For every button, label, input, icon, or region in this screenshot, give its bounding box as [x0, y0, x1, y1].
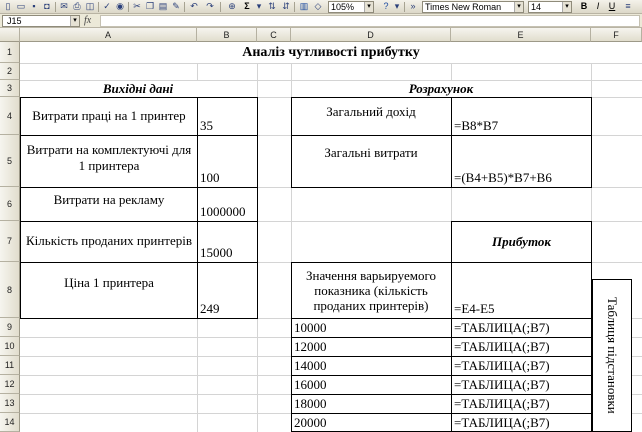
table-row[interactable]: 12000	[294, 339, 327, 354]
paste-icon[interactable]: ▤	[158, 1, 168, 11]
copy-icon[interactable]: ❐	[145, 1, 155, 11]
format-painter-icon[interactable]: ✎	[172, 1, 180, 11]
calc-formula-costs[interactable]: =(B4+B5)*B7+B6	[452, 136, 591, 187]
row-header-14[interactable]: 14	[0, 413, 20, 432]
standard-toolbar	[0, 0, 642, 14]
input-label-advertising[interactable]: Витрати на рекламу	[22, 188, 196, 212]
variable-label[interactable]: Значення варьируемого показника (кількість проданих принтерів)	[292, 263, 450, 317]
hyperlink-icon[interactable]: ⊕	[228, 1, 236, 11]
row-header-11[interactable]: 11	[0, 356, 20, 375]
help-icon[interactable]: ?	[383, 1, 389, 11]
font-name-select[interactable]	[422, 1, 524, 13]
bold-icon[interactable]: B	[580, 1, 588, 11]
print-preview-icon[interactable]: ◫	[85, 1, 95, 11]
formula-input[interactable]	[100, 15, 640, 27]
toolbar-options-icon[interactable]: »	[410, 1, 416, 11]
email-icon[interactable]: ✉	[60, 1, 68, 11]
row-header-13[interactable]: 13	[0, 394, 20, 413]
source-data-header[interactable]: Вихідні дані	[20, 81, 256, 97]
undo-icon[interactable]: ↶	[190, 1, 198, 11]
table-row[interactable]: 16000	[294, 377, 327, 392]
table-row-formula[interactable]: =ТАБЛИЦА(;B7)	[454, 396, 550, 411]
autosum-button[interactable]: Σ	[244, 1, 250, 11]
calc-label-revenue[interactable]: Загальний дохід	[292, 100, 450, 124]
select-all-corner[interactable]	[0, 28, 20, 42]
row-header-3[interactable]: 3	[0, 80, 20, 97]
input-value-labor[interactable]: 35	[198, 98, 257, 135]
row-header-2[interactable]: 2	[0, 63, 20, 80]
sort-ascending-icon[interactable]: ⇅	[268, 1, 276, 11]
redo-icon[interactable]: ↷	[206, 1, 214, 11]
permission-icon[interactable]: ◘	[44, 1, 50, 11]
drawing-icon[interactable]: ◇	[314, 1, 322, 11]
row-header-5[interactable]: 5	[0, 135, 20, 187]
row-header-9[interactable]: 9	[0, 318, 20, 337]
name-box[interactable]	[2, 15, 80, 27]
new-document-icon[interactable]: ▯	[5, 1, 11, 11]
input-value-quantity[interactable]: 15000	[198, 222, 257, 262]
italic-icon[interactable]: I	[596, 1, 600, 11]
worksheet-grid[interactable]	[0, 28, 642, 432]
name-box-value: J15	[7, 16, 22, 26]
column-header-a[interactable]: A	[20, 28, 197, 42]
column-header-c[interactable]: C	[257, 28, 291, 42]
research-icon[interactable]: ◉	[116, 1, 124, 11]
row-header-1[interactable]: 1	[0, 42, 20, 63]
row-header-7[interactable]: 7	[0, 221, 20, 262]
row-header-10[interactable]: 10	[0, 337, 20, 356]
zoom-select[interactable]	[328, 1, 374, 13]
column-header-d[interactable]: D	[291, 28, 451, 42]
row-header-12[interactable]: 12	[0, 375, 20, 394]
calc-formula-revenue[interactable]: =B8*B7	[452, 98, 591, 135]
table-row-formula[interactable]: =ТАБЛИЦА(;B7)	[454, 358, 550, 373]
underline-icon[interactable]: U	[608, 1, 616, 11]
zoom-value: 105%	[331, 2, 355, 12]
column-header-b[interactable]: B	[197, 28, 257, 42]
formula-bar	[0, 14, 642, 28]
input-label-labor[interactable]: Витрати праці на 1 принтер	[22, 98, 196, 134]
input-value-components[interactable]: 100	[198, 136, 257, 187]
autosum-dropdown-icon[interactable]: ▾	[256, 1, 262, 11]
row-header-8[interactable]: 8	[0, 262, 20, 318]
table-row[interactable]: 18000	[294, 396, 327, 411]
table-row-formula[interactable]: =ТАБЛИЦА(;B7)	[454, 377, 550, 392]
calc-label-costs[interactable]: Загальні витрати	[292, 140, 450, 166]
row-header-4[interactable]: 4	[0, 97, 20, 135]
table-row[interactable]: 20000	[294, 415, 327, 430]
row-header-6[interactable]: 6	[0, 187, 20, 221]
input-label-quantity[interactable]: Кількість проданих принтерів	[22, 222, 196, 260]
save-icon[interactable]: ▪	[32, 1, 36, 11]
table-caption[interactable]: Таблиця підстановки	[593, 280, 631, 431]
table-row-formula[interactable]: =ТАБЛИЦА(;B7)	[454, 320, 550, 335]
table-row[interactable]: 14000	[294, 358, 327, 373]
print-icon[interactable]: ⎙	[73, 1, 81, 11]
calculation-header[interactable]: Розрахунок	[292, 81, 590, 97]
table-row-formula[interactable]: =ТАБЛИЦА(;B7)	[454, 415, 550, 430]
input-label-price[interactable]: Ціна 1 принтера	[22, 268, 196, 298]
column-header-e[interactable]: E	[451, 28, 591, 42]
font-size-select[interactable]	[528, 1, 572, 13]
input-label-components[interactable]: Витрати на комплектуючі для 1 принтера	[22, 138, 196, 178]
font-size-dropdown-icon[interactable]: ▾	[562, 2, 571, 12]
table-row-formula[interactable]: =ТАБЛИЦА(;B7)	[454, 339, 550, 354]
font-name-value: Times New Roman	[425, 2, 502, 12]
column-header-f[interactable]: F	[591, 28, 642, 42]
align-left-icon[interactable]: ≡	[625, 1, 631, 11]
zoom-dropdown-icon[interactable]: ▾	[364, 2, 373, 12]
name-box-dropdown-icon[interactable]: ▾	[70, 16, 79, 26]
profit-formula[interactable]: =E4-E5	[452, 263, 591, 318]
sheet-title[interactable]: Аналіз чутливості прибутку	[20, 42, 642, 63]
font-size-value: 14	[531, 2, 542, 12]
cut-icon[interactable]: ✂	[133, 1, 141, 11]
input-value-price[interactable]: 249	[198, 263, 257, 318]
font-name-dropdown-icon[interactable]: ▾	[514, 2, 523, 12]
open-folder-icon[interactable]: ▭	[16, 1, 26, 11]
profit-header[interactable]: Прибуток	[452, 222, 591, 262]
help-dropdown-icon[interactable]: ▾	[394, 1, 400, 11]
sort-descending-icon[interactable]: ⇵	[282, 1, 290, 11]
spelling-icon[interactable]: ✓	[103, 1, 111, 11]
input-value-advertising[interactable]: 1000000	[198, 188, 257, 221]
insert-function-icon[interactable]: fx	[84, 15, 92, 26]
chart-wizard-icon[interactable]: ▥	[299, 1, 309, 11]
table-row[interactable]: 10000	[294, 320, 327, 335]
